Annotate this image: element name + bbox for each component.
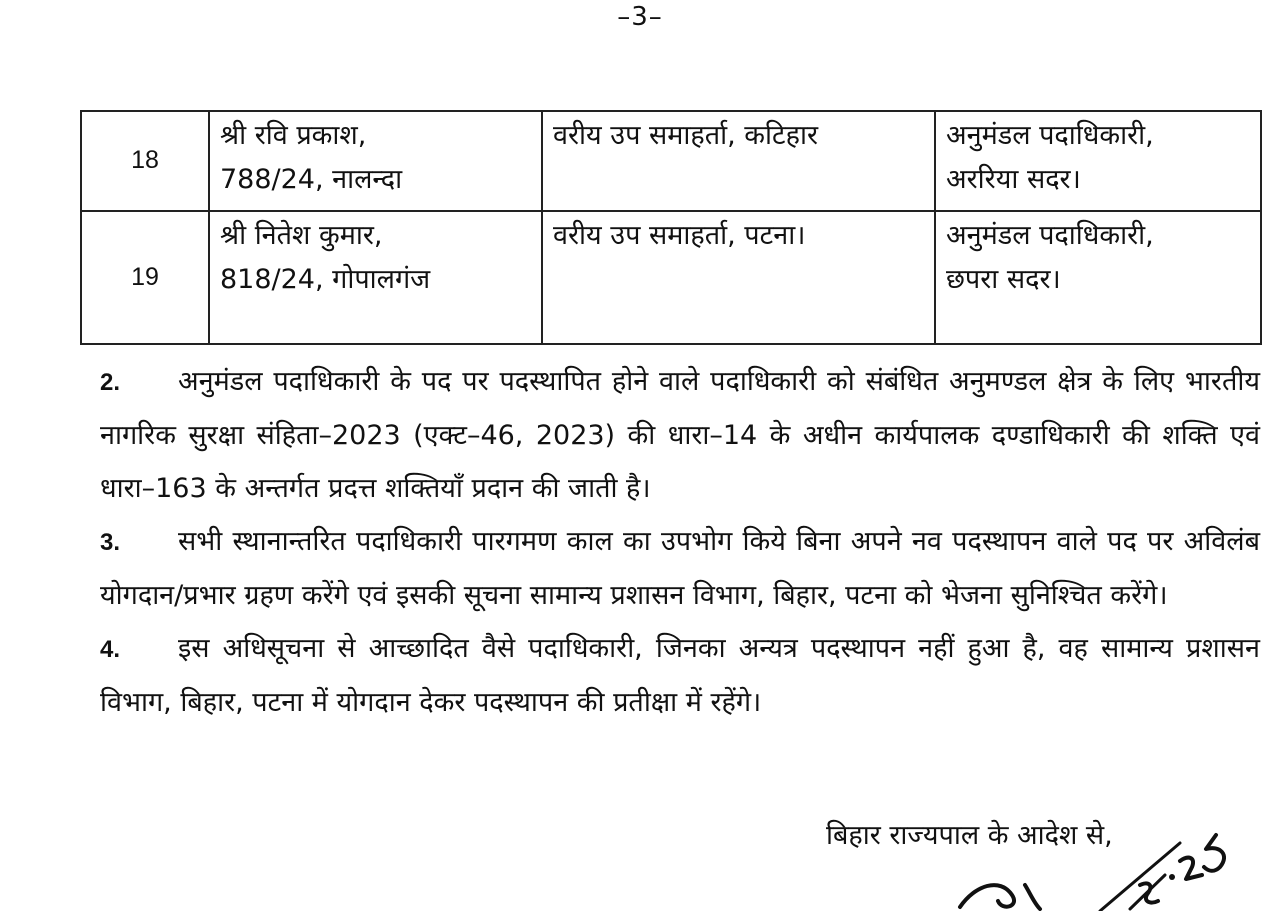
serial-number: 19 [81,211,209,344]
closing-line: बिहार राज्यपाल के आदेश से, [826,820,1113,851]
paragraph [100,355,1260,515]
new-post-line: अनुमंडल पदाधिकारी, [946,220,1154,251]
new-post-line: अनुमंडल पदाधिकारी, [946,120,1154,151]
current-post: वरीय उप समाहर्ता, पटना। [542,211,935,344]
officer-name: श्री नितेश कुमार, [220,220,383,251]
officer-batch: 788/24, नालन्दा [220,164,403,195]
page-number: –3– [617,2,663,32]
officer-cell [209,211,542,344]
paragraph [100,622,1260,729]
new-post-cell [935,211,1261,344]
table-row [81,111,1261,211]
serial-number: 18 [81,111,209,211]
paragraph-text: इस अधिसूचना से आच्छादित वैसे पदाधिकारी, जिनका अन्यत्र पदस्थापन नहीं हुआ है, वह सामान्य प्रशासन विभाग, बिहार, पटना में योगदान देकर पदस्थापन की प्रतीक्षा में रहेंगे। [100,633,1260,718]
current-post: वरीय उप समाहर्ता, कटिहार [542,111,935,211]
officer-batch: 818/24, गोपालगंज [220,264,431,295]
new-post-line: अररिया सदर। [946,164,1081,195]
paragraph-text: अनुमंडल पदाधिकारी के पद पर पदस्थापित होने वाले पदाधिकारी को संबंधित अनुमण्डल क्षेत्र के लिए भारतीय नागरिक सुरक्षा संहिता–2023 (एक्ट–46, 2023) की धारा–14 के अधीन कार्यपालक दण्डाधिकारी की शक्ति एवं धारा–163 के अन्तर्गत प्रदत्त शक्तियाँ प्रदान की जाती है। [100,366,1260,504]
table-row [81,211,1261,344]
new-post-line: छपरा सदर। [946,264,1061,295]
paragraph-text: सभी स्थानान्तरित पदाधिकारी पारगमण काल का उपभोग किये बिना अपने नव पदस्थापन वाले पद पर अविलंब योगदान/प्रभार ग्रहण करेंगे एवं इसकी सूचना सामान्य प्रशासन विभाग, बिहार, पटना को भेजना सुनिश्चित करेंगे। [100,526,1260,611]
paragraph [100,515,1260,622]
officer-cell [209,111,542,211]
paragraph-number: 3. [100,529,121,556]
officer-name: श्री रवि प्रकाश, [220,120,367,151]
paragraph-number: 2. [100,369,121,396]
posting-table [80,110,1262,345]
signature [930,815,1250,911]
paragraph-number: 4. [100,636,121,663]
paragraphs [100,355,1260,729]
new-post-cell [935,111,1261,211]
